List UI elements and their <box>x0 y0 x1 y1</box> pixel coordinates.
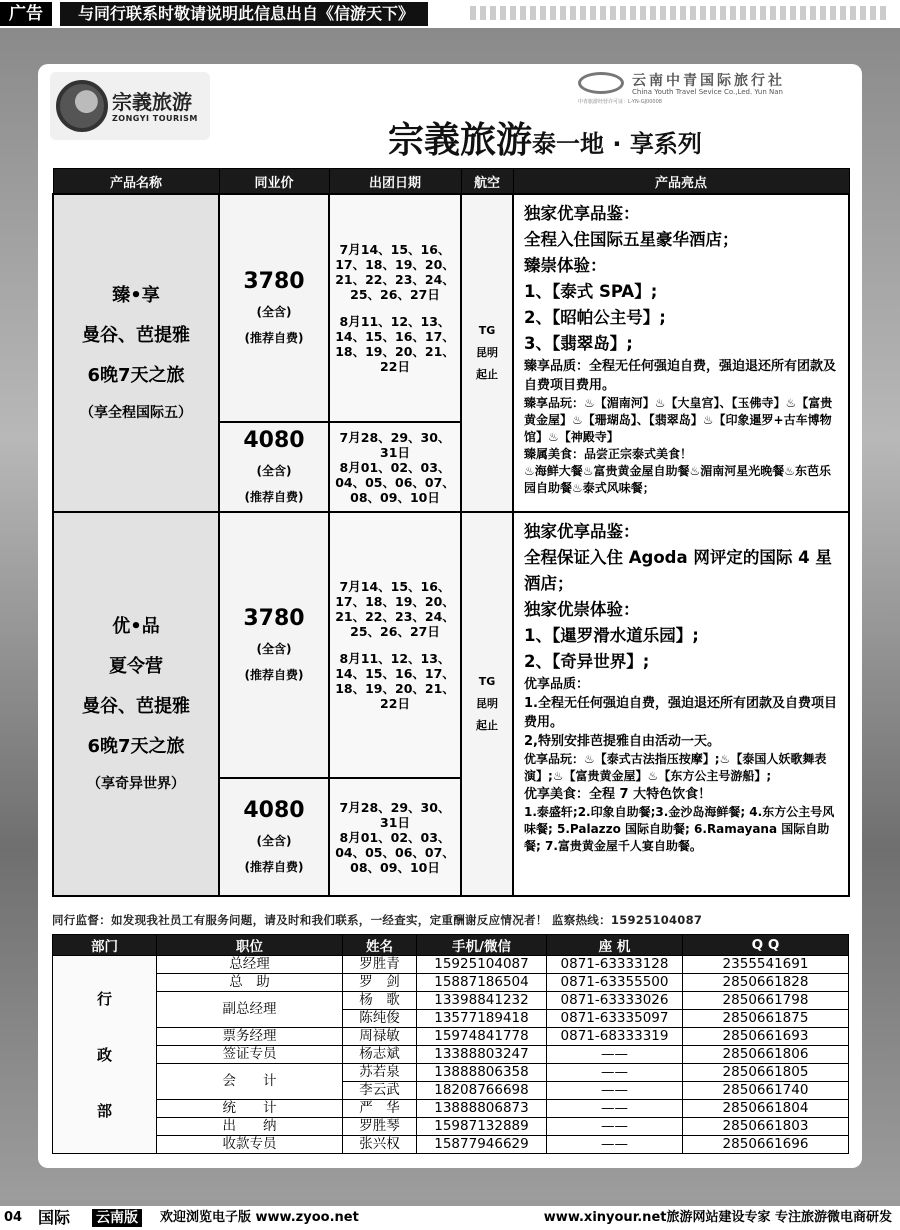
highlight-line: 1.泰盛轩;2.印象自助餐;3.金沙岛海鲜餐; 4.东方公主号风味餐; 5.Palazzo 国际自助餐; 6.Ramayana 国际自助餐; 7.富贵黄金屋千人宴自助餐。 <box>524 805 835 853</box>
airline-line: 昆明 <box>476 697 498 710</box>
date-line: 21、22、23、24、 <box>335 609 455 624</box>
staff-mobile: 15925104087 <box>417 956 547 974</box>
staff-qq: 2850661693 <box>683 1028 849 1046</box>
staff-landline: 0871-63335097 <box>547 1010 683 1028</box>
header-airline: 航空 <box>461 169 513 195</box>
footer-right-text[interactable]: www.xinyour.net旅游网站建设专家 专注旅游微电商研发 <box>543 1210 892 1225</box>
dates-cell <box>329 194 461 422</box>
price-cell <box>219 512 329 778</box>
brand-title <box>388 112 702 163</box>
department-char: 部 <box>96 1101 112 1120</box>
airline-line: TG <box>478 675 496 688</box>
staff-name: 罗胜青 <box>343 956 417 974</box>
staff-row <box>53 992 849 1010</box>
highlight-line: 优享品玩：♨【泰式古法指压按摩】;♨【泰国人妖歌舞表演】;♨【富贵黄金屋】♨【东方公主号游船】; <box>524 752 827 783</box>
staff-landline: 0871-63355500 <box>547 974 683 992</box>
staff-position: 票务经理 <box>157 1028 343 1046</box>
staff-position: 会 计 <box>157 1064 343 1100</box>
highlight-line: 1、【泰式 SPA】; <box>524 282 658 301</box>
staff-qq: 2850661805 <box>683 1064 849 1082</box>
date-line: 31日 <box>380 444 410 460</box>
staff-row <box>53 1046 849 1064</box>
staff-position: 副总经理 <box>157 992 343 1028</box>
department-char: 政 <box>96 1045 112 1064</box>
header-dates: 出团日期 <box>329 169 461 195</box>
product-name-line: 曼谷、芭提雅 <box>82 696 190 717</box>
staff-mobile: 13888806873 <box>417 1100 547 1118</box>
price-note: (推荐自费) <box>244 668 304 682</box>
date-gap <box>330 302 460 314</box>
date-line: 8月01、02、03、 <box>339 459 451 475</box>
brand-name: 宗義旅游 <box>388 120 533 161</box>
header-name: 姓名 <box>343 935 417 956</box>
staff-qq: 2355541691 <box>683 956 849 974</box>
staff-landline: —— <box>547 1046 683 1064</box>
date-line: 17、18、19、20、 <box>335 257 455 272</box>
staff-mobile: 13398841232 <box>417 992 547 1010</box>
header-landline: 座 机 <box>547 935 683 956</box>
date-line: 25、26、27日 <box>350 624 440 639</box>
header-price: 同业价 <box>219 169 329 195</box>
highlight-line: ♨海鲜大餐♨富贵黄金屋自助餐♨湄南河星光晚餐♨东芭乐园自助餐♨泰式风味餐； <box>524 464 832 495</box>
department-spacer <box>53 1010 156 1044</box>
product-name-cell <box>53 512 219 896</box>
price-incl: (全含) <box>256 642 292 656</box>
staff-position: 出 纳 <box>157 1118 343 1136</box>
edition-badge: 云南版 <box>92 1209 142 1227</box>
ad-label: 广告 <box>0 2 52 26</box>
product-name-line: 夏令营 <box>109 656 163 677</box>
product-name-line: 臻•享 <box>112 285 160 306</box>
staff-row <box>53 1118 849 1136</box>
staff-mobile: 13577189418 <box>417 1010 547 1028</box>
zongyi-logo <box>50 72 210 140</box>
staff-position: 收款专员 <box>157 1136 343 1154</box>
airline-cell <box>461 512 513 896</box>
date-line: 8月01、02、03、 <box>339 829 451 845</box>
highlight-line: 独家优享品鉴： <box>524 204 640 223</box>
supervision-notice: 同行监督：如发现我社员工有服务问题，请及时和我们联系，一经查实，定重酬谢反应情况者！ 监察热线：15925104087 <box>52 913 703 927</box>
highlight-line: 独家优崇体验： <box>524 600 640 619</box>
price-incl: (全含) <box>256 834 292 848</box>
price-value: 3780 <box>243 269 305 294</box>
airline-line: 起止 <box>476 719 498 732</box>
product-name-line: 6晚7天之旅 <box>87 736 185 757</box>
staff-position: 总经理 <box>157 956 343 974</box>
product-name-cell <box>53 194 219 512</box>
staff-landline: 0871-68333319 <box>547 1028 683 1046</box>
staff-mobile: 18208766698 <box>417 1082 547 1100</box>
date-line: 08、09、10日 <box>350 489 440 505</box>
staff-name: 李云武 <box>343 1082 417 1100</box>
date-line: 7月28、29、30、 <box>339 429 451 445</box>
staff-row <box>53 1136 849 1154</box>
staff-name: 苏若泉 <box>343 1064 417 1082</box>
staff-row <box>53 1100 849 1118</box>
staff-landline: —— <box>547 1064 683 1082</box>
airline-line: 起止 <box>476 368 498 381</box>
staff-row <box>53 974 849 992</box>
highlight-line: 1、【暹罗滑水道乐园】; <box>524 626 699 645</box>
staff-table <box>52 934 849 1154</box>
header-position: 职位 <box>157 935 343 956</box>
airline-cell <box>461 194 513 512</box>
decorative-stripe <box>470 6 890 20</box>
staff-qq: 2850661798 <box>683 992 849 1010</box>
date-line: 21、22、23、24、 <box>335 272 455 287</box>
staff-row <box>53 1028 849 1046</box>
staff-name: 张兴权 <box>343 1136 417 1154</box>
staff-landline: —— <box>547 1118 683 1136</box>
staff-name: 杨 歌 <box>343 992 417 1010</box>
date-line: 8月11、12、13、 <box>339 314 451 329</box>
highlight-line: 全程保证入住 Agoda 网评定的国际 4 星酒店； <box>524 548 832 593</box>
section-label: 国际 <box>38 1208 71 1227</box>
price-incl: (全含) <box>256 305 292 319</box>
staff-position: 统 计 <box>157 1100 343 1118</box>
date-line: 04、05、06、07、 <box>335 474 455 490</box>
dates-cell <box>329 778 461 896</box>
price-cell <box>219 194 329 422</box>
agency-logo-icon <box>578 72 624 94</box>
date-line: 18、19、20、21、 <box>335 681 455 696</box>
date-line: 31日 <box>380 814 410 830</box>
brand-subtitle: 泰一地 · 享系列 <box>532 130 702 158</box>
date-line: 14、15、16、17、 <box>335 666 455 681</box>
price-value: 3780 <box>243 606 305 631</box>
ad-notice: 与同行联系时敬请说明此信息出自《信游天下》 <box>60 2 428 26</box>
date-line: 18、19、20、21、 <box>335 344 455 359</box>
staff-name: 罗 剑 <box>343 974 417 992</box>
highlight-line: 优享美食：全程 7 大特色饮食！ <box>524 787 712 802</box>
highlight-line: 2、【昭帕公主号】; <box>524 308 666 327</box>
date-line: 25、26、27日 <box>350 287 440 302</box>
staff-qq: 2850661804 <box>683 1100 849 1118</box>
logo-en-text: ZONGYI TOURISM <box>112 114 198 123</box>
header-mobile: 手机/微信 <box>417 935 547 956</box>
staff-landline: 0871-63333026 <box>547 992 683 1010</box>
staff-name: 陈纯俊 <box>343 1010 417 1028</box>
date-line: 7月28、29、30、 <box>339 799 451 815</box>
highlight-line: 独家优享品鉴： <box>524 522 640 541</box>
agency-name-en: China Youth Travel Sevice Co.,Led. Yun Nan <box>632 88 783 96</box>
price-value: 4080 <box>243 798 305 823</box>
staff-landline: —— <box>547 1082 683 1100</box>
staff-landline: 0871-63333128 <box>547 956 683 974</box>
top-ad-bar <box>0 0 900 28</box>
logo-cn-text: 宗義旅游 <box>112 90 192 114</box>
dates-cell <box>329 422 461 512</box>
header-department: 部门 <box>53 935 157 956</box>
staff-landline: —— <box>547 1136 683 1154</box>
product-table-header <box>53 169 849 195</box>
price-cell <box>219 422 329 512</box>
highlight-line: 优享品质： <box>524 677 590 692</box>
highlights-cell <box>513 512 849 896</box>
staff-qq: 2850661740 <box>683 1082 849 1100</box>
product-name-note: （享奇异世界） <box>87 776 185 792</box>
date-line: 04、05、06、07、 <box>335 844 455 860</box>
staff-row <box>53 956 849 974</box>
price-value: 4080 <box>243 428 305 453</box>
date-line: 7月14、15、16、 <box>339 242 451 257</box>
staff-mobile: 13388803247 <box>417 1046 547 1064</box>
product-row <box>53 512 849 778</box>
product-name-note: （享全程国际五） <box>80 405 192 421</box>
department-cell <box>53 956 157 1154</box>
highlight-line: 2、【奇异世界】; <box>524 652 650 671</box>
highlight-line: 臻崇体验： <box>524 256 607 275</box>
date-line: 22日 <box>380 696 410 711</box>
staff-table-header <box>53 935 849 956</box>
staff-qq: 2850661806 <box>683 1046 849 1064</box>
staff-landline: —— <box>547 1100 683 1118</box>
highlight-line: 臻享品质：全程无任何强迫自费，强迫退还所有团款及自费项目费用。 <box>524 359 837 393</box>
highlight-line: 1.全程无任何强迫自费，强迫退还所有团款及自费项目费用。 <box>524 696 837 730</box>
date-line: 17、18、19、20、 <box>335 594 455 609</box>
highlights-cell <box>513 194 849 512</box>
staff-position: 签证专员 <box>157 1046 343 1064</box>
airline-line: 昆明 <box>476 346 498 359</box>
staff-mobile: 15887186504 <box>417 974 547 992</box>
page-footer <box>0 1206 900 1230</box>
page-number: 04 <box>4 1210 23 1225</box>
price-incl: (全含) <box>256 464 292 478</box>
staff-mobile: 15974841778 <box>417 1028 547 1046</box>
agency-name-cn: 云南中青国际旅行社 <box>632 73 785 89</box>
highlight-line: 2,特别安排芭提雅自由活动一天。 <box>524 734 720 749</box>
staff-qq: 2850661875 <box>683 1010 849 1028</box>
date-line: 7月14、15、16、 <box>339 579 451 594</box>
header-highlights: 产品亮点 <box>513 169 849 195</box>
footer-left-text[interactable]: 欢迎浏览电子版 www.zyoo.net <box>160 1210 359 1225</box>
staff-mobile: 15877946629 <box>417 1136 547 1154</box>
price-note: (推荐自费) <box>244 490 304 504</box>
highlight-line: 3、【翡翠岛】; <box>524 334 633 353</box>
product-table <box>52 168 850 897</box>
highlight-line: 臻享品玩：♨【湄南河】♨【大皇宫】、【玉佛寺】♨【富贵黄金屋】♨【珊瑚岛】、【翡翠岛】♨【印象暹罗+古车博物馆】♨【神殿寺】 <box>524 396 833 444</box>
date-line: 08、09、10日 <box>350 859 440 875</box>
staff-qq: 2850661696 <box>683 1136 849 1154</box>
highlight-line: 臻属美食：品尝正宗泰式美食！ <box>524 447 693 461</box>
staff-mobile: 15987132889 <box>417 1118 547 1136</box>
dates-cell <box>329 512 461 778</box>
footprint-globe-icon <box>56 80 108 132</box>
staff-mobile: 13888806358 <box>417 1064 547 1082</box>
date-gap <box>330 639 460 651</box>
price-note: (推荐自费) <box>244 860 304 874</box>
department-spacer <box>53 1066 156 1100</box>
product-row <box>53 194 849 422</box>
department-char: 行 <box>96 989 112 1008</box>
date-line: 8月11、12、13、 <box>339 651 451 666</box>
price-cell <box>219 778 329 896</box>
staff-name: 罗胜琴 <box>343 1118 417 1136</box>
header-product-name: 产品名称 <box>53 169 219 195</box>
staff-name: 杨志斌 <box>343 1046 417 1064</box>
agency-header <box>578 70 848 106</box>
header-qq: Q Q <box>683 935 849 956</box>
airline-line: TG <box>478 324 496 337</box>
product-name-line: 6晚7天之旅 <box>87 365 185 386</box>
staff-qq: 2850661803 <box>683 1118 849 1136</box>
product-name-line: 曼谷、芭提雅 <box>82 325 190 346</box>
staff-name: 严 华 <box>343 1100 417 1118</box>
staff-position: 总 助 <box>157 974 343 992</box>
staff-row <box>53 1064 849 1082</box>
highlight-line: 全程入住国际五星豪华酒店； <box>524 230 739 249</box>
date-line: 14、15、16、17、 <box>335 329 455 344</box>
product-name-line: 优•品 <box>112 616 160 637</box>
agency-small-text: 中青旅游经营许可证：L-YN-GJ00008 <box>578 99 662 105</box>
date-line: 22日 <box>380 359 410 374</box>
staff-qq: 2850661828 <box>683 974 849 992</box>
staff-name: 周禄敏 <box>343 1028 417 1046</box>
price-note: (推荐自费) <box>244 331 304 345</box>
